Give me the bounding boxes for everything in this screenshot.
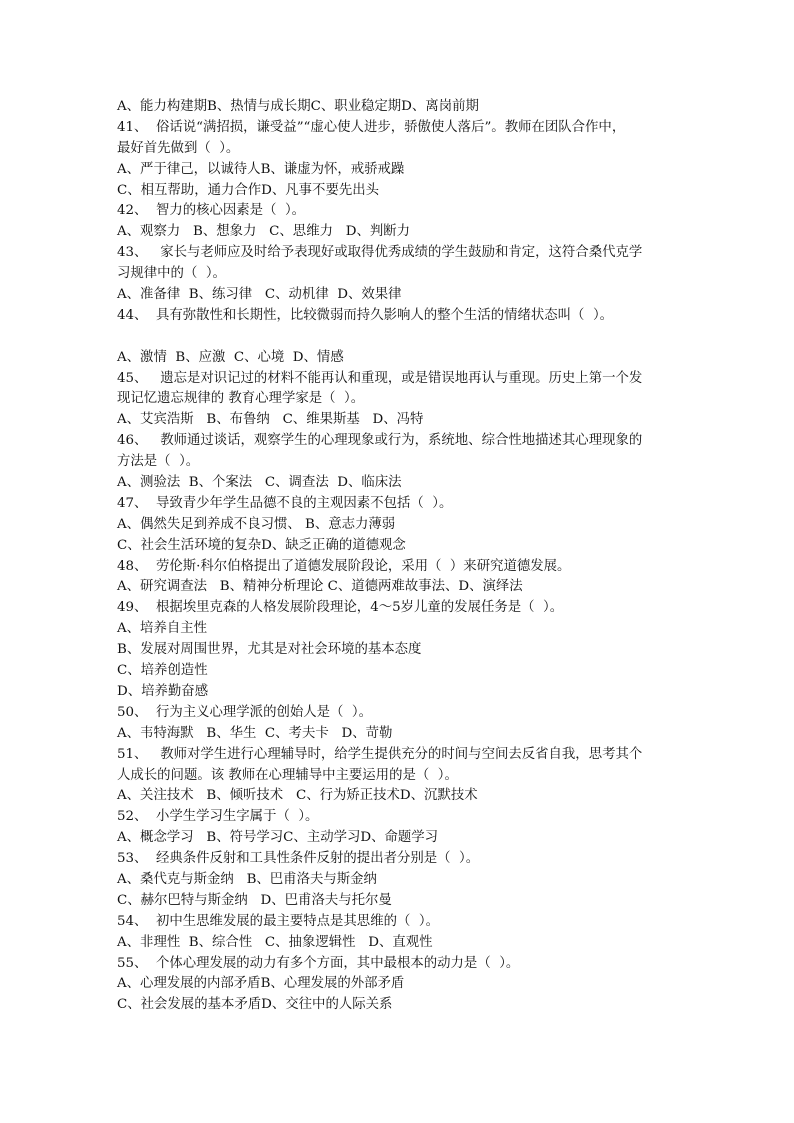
text-line: A、艾宾浩斯 B、布鲁纳 C、维果斯基 D、冯特 <box>117 412 424 428</box>
text-line: 42、 智力的核心因素是（ ）。 <box>117 203 306 219</box>
text-line: 52、 小学生学习生字属于（ ）。 <box>117 809 319 825</box>
text-line: A、激情 B、应激 C、心境 D、情感 <box>117 349 344 365</box>
text-line: A、关注技术 B、倾听技术 C、行为矫正技术D、沉默技术 <box>117 788 478 804</box>
text-line: D、培养勤奋感 <box>117 683 209 699</box>
text-line: A、培养自主性 <box>117 621 208 637</box>
text-line: C、赫尔巴特与斯金纳 D、巴甫洛夫与托尔曼 <box>117 892 392 908</box>
text-line: B、发展对周围世界，尤其是对社会环境的基本态度 <box>117 642 422 658</box>
text-line: 方法是（ ）。 <box>117 454 200 470</box>
text-line: C、相互帮助，通力合作D、凡事不要先出头 <box>117 182 380 198</box>
text-line: A、测验法 B、个案法 C、调查法 D、临床法 <box>117 475 402 491</box>
text-line: 53、 经典条件反射和工具性条件反射的提出者分别是（ ）。 <box>117 851 480 867</box>
text-line: A、研究调查法 B、精神分析理论 C、道德两难故事法、D、演绎法 <box>117 579 523 595</box>
text-line: A、概念学习 B、符号学习C、主动学习D、命题学习 <box>117 830 439 846</box>
text-line: A、韦特海默 B、华生 C、考夫卡 D、苛勒 <box>117 725 393 741</box>
text-line: A、能力构建期B、热情与成长期C、职业稳定期D、离岗前期 <box>117 99 479 114</box>
text-line: A、心理发展的内部矛盾B、心理发展的外部矛盾 <box>117 976 405 992</box>
text-line: 最好首先做到（ ）。 <box>117 140 240 156</box>
text-line: 51、 教师对学生进行心理辅导时，给学生提供充分的时间与空间去反省自我，思考其个 <box>117 746 643 762</box>
text-line: A、偶然失足到养成不良习惯、 B、意志力薄弱 <box>117 516 396 532</box>
text-line: C、社会发展的基本矛盾D、交往中的人际关系 <box>117 997 393 1013</box>
text-line: A、观察力 B、想象力 C、思维力 D、判断力 <box>117 224 411 240</box>
text-line: 46、 教师通过谈话，观察学生的心理现象或行为，系统地、综合性地描述其心理现象的 <box>117 433 643 449</box>
text-line: 50、 行为主义心理学派的创始人是（ ）。 <box>117 704 373 720</box>
text-line: 45、 遗忘是对识记过的材料不能再认和重现，或是错误地再认与重现。历史上第一个发 <box>117 370 643 386</box>
text-line: 54、 初中生思维发展的最主要特点是其思维的（ ）。 <box>117 913 439 929</box>
document-page <box>117 97 677 1016</box>
text-line: 49、 根据埃里克森的人格发展阶段理论，4～5岁儿童的发展任务是（ ）。 <box>117 600 564 616</box>
text-line: 习规律中的（ ）。 <box>117 266 226 282</box>
text-line: A、桑代克与斯金纳 B、巴甫洛夫与斯金纳 <box>117 871 377 887</box>
text-line: 人成长的问题。该 教师在心理辅导中主要运用的是（ ）。 <box>117 767 458 783</box>
text-line: C、培养创造性 <box>117 663 208 679</box>
text-line: A、非理性 B、综合性 C、抽象逻辑性 D、直观性 <box>117 934 433 950</box>
text-line: 55、 个体心理发展的动力有多个方面，其中最根本的动力是（ ）。 <box>117 955 520 971</box>
text-line: 41、 俗话说“满招损，谦受益”“虚心使人进步，骄傲使人落后”。教师在团队合作中， <box>117 119 626 135</box>
text-line: 44、 具有弥散性和长期性，比较微弱而持久影响人的整个生活的情绪状态叫（ ）。 <box>117 307 614 323</box>
text-line: A、准备律 B、练习律 C、动机律 D、效果律 <box>117 287 402 303</box>
text-line: 现记忆遗忘规律的 教育心理学家是（ ）。 <box>117 391 365 407</box>
blank-line <box>117 327 677 348</box>
text-line: 48、 劳伦斯·科尔伯格提出了道德发展阶段论，采用（ ）来研究道德发展。 <box>117 558 571 574</box>
text-line: A、严于律己，以诚待人B、谦虚为怀，戒骄戒躁 <box>117 161 405 177</box>
text-line: 47、 导致青少年学生品德不良的主观因素不包括（ ）。 <box>117 495 453 511</box>
text-line: 43、 家长与老师应及时给予表现好或取得优秀成绩的学生鼓励和肯定，这符合桑代克学 <box>117 245 643 261</box>
text-line: C、社会生活环境的复杂D、缺乏正确的道德观念 <box>117 537 406 553</box>
